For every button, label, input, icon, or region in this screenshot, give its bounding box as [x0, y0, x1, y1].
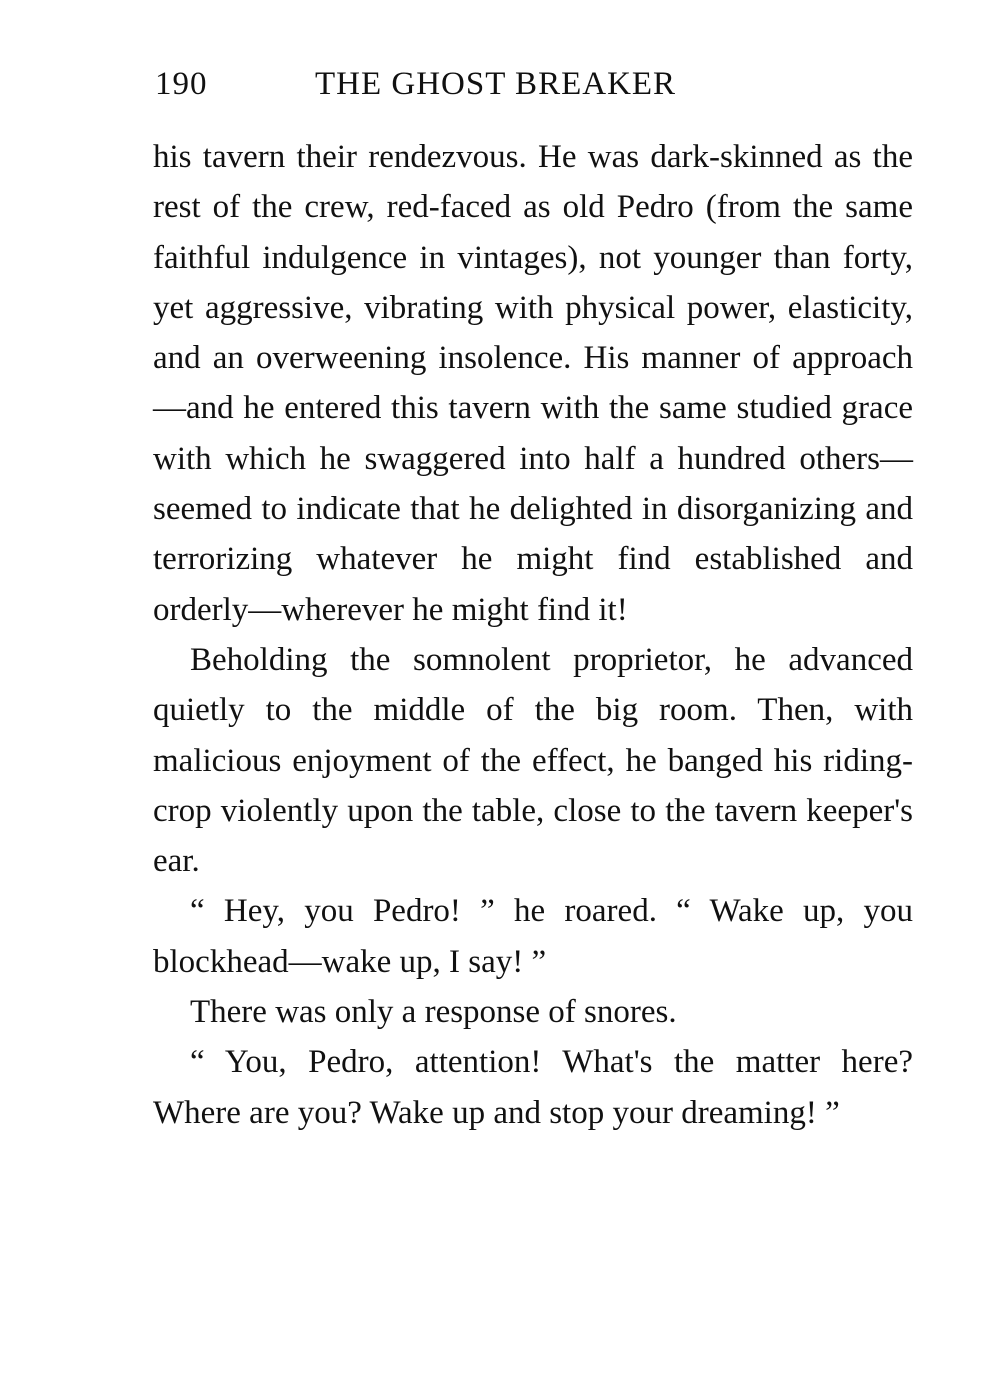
page-number: 190	[155, 66, 208, 102]
paragraph: There was only a response of snores.	[190, 994, 677, 1031]
paragraph: “ Hey, you Pedro! ” he roared. “ Wake up, you blockhead—wake up, I say! ”	[153, 893, 913, 980]
paragraph: Beholding the somnolent proprietor, he advanced quietly to the middle of the big room. Then, with malicious enjoyment of the effect, he banged his riding-crop violently upon the table, close to the tavern keeper's ear.	[153, 641, 913, 880]
body-text	[153, 132, 913, 1138]
paragraph: his tavern their rendezvous. He was dark-skinned as the rest of the crew, red-faced as old Pedro (from the same faithful indulgence in vintages), not younger than forty, yet aggressive, vibrating with physical power, elasticity, and an overweening insolence. His manner of approach —and he entered this tavern with the same studied grace with which he swaggered into half a hundred others—seemed to indicate that he delighted in disorganizing and terrorizing whatever he might find established and orderly—wherever he might find it!	[153, 139, 913, 628]
running-title: THE GHOST BREAKER	[315, 66, 677, 102]
paragraph: “ You, Pedro, attention! What's the matter here? Where are you? Wake up and stop your dreaming! ”	[153, 1044, 913, 1131]
page-header	[155, 62, 915, 106]
